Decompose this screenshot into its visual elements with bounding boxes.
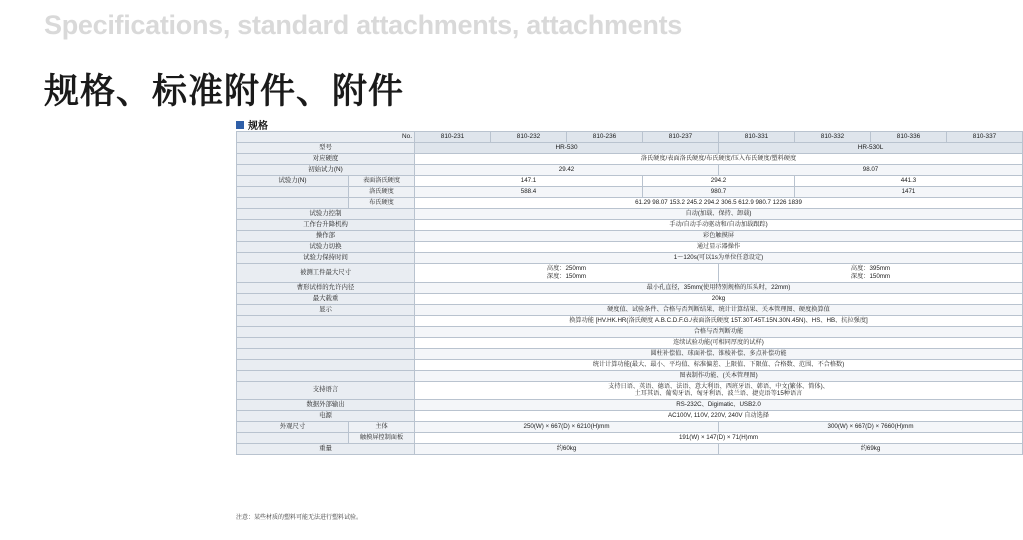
row-value: RS-232C、Digimatic、USB2.0 (415, 400, 1023, 411)
table-row (237, 282, 1023, 293)
row-label: 支持语言 (237, 381, 415, 400)
row-value: 洛氏硬度/表面洛氏硬度/布氏硬度/压入布氏硬度/塑料硬度 (415, 154, 1023, 165)
table-row (237, 154, 1023, 165)
model-name-cell: HR-530L (719, 143, 1023, 154)
column-header: 810-231 (415, 132, 491, 143)
row-value: 147.1 (415, 176, 643, 187)
row-label: 数据外部输出 (237, 400, 415, 411)
row-value: 硬度值、试验条件、合格与否判断结果、统计计算结果、关本管理图、硬度换算值 (415, 304, 1023, 315)
row-label (237, 359, 415, 370)
row-label: 外观尺寸 (237, 422, 349, 433)
column-header: 810-336 (871, 132, 947, 143)
row-value: 1～120s(可以1s为单位任意设定) (415, 253, 1023, 264)
row-sublabel: 洛氏硬度 (349, 187, 415, 198)
row-value: 高度：250mm 深度：150mm (415, 264, 719, 283)
row-value: 300(W) × 667(D) × 7660(H)mm (719, 422, 1023, 433)
table-row (237, 370, 1023, 381)
column-header: 810-337 (947, 132, 1023, 143)
table-row (237, 411, 1023, 422)
row-value: 441.3 (795, 176, 1023, 187)
page-title-chinese: 规格、标准附件、附件 (44, 72, 405, 111)
row-value: 圆柱补偿值、球面补偿、锥棱补偿、多点补偿功能 (415, 348, 1023, 359)
row-label (237, 337, 415, 348)
column-header: 810-236 (567, 132, 643, 143)
column-header: 810-232 (491, 132, 567, 143)
row-label: 显示 (237, 304, 415, 315)
column-no-label: No. (237, 132, 415, 143)
table-row (237, 304, 1023, 315)
row-label: 曹形试样的允许内径 (237, 282, 415, 293)
row-sublabel: 表面洛氏硬度 (349, 176, 415, 187)
row-value: 20kg (415, 293, 1023, 304)
row-value: 588.4 (415, 187, 643, 198)
table-row (237, 220, 1023, 231)
table-row (237, 209, 1023, 220)
row-label: 重量 (237, 444, 415, 455)
table-row (237, 231, 1023, 242)
bullet-square-icon (236, 121, 244, 129)
row-value: 294.2 (643, 176, 795, 187)
table-row (237, 400, 1023, 411)
row-label: 试验力保持时间 (237, 253, 415, 264)
row-sublabel: 布氏硬度 (349, 198, 415, 209)
row-value: 29.42 (415, 165, 719, 176)
row-label (237, 433, 349, 444)
row-value: 图表制作功能、(关本管理图) (415, 370, 1023, 381)
row-value: 支持日语、英语、德语、法语、意大利语、西班牙语、韩语、中文(繁体、简体)、 土耳其语、葡萄牙语、匈牙利语、波兰语、捷克语等15种语言 (415, 381, 1023, 400)
row-label (237, 370, 415, 381)
row-value: 通过显示器操作 (415, 242, 1023, 253)
table-header-row (237, 132, 1023, 143)
row-label: 被测工件最大尺寸 (237, 264, 415, 283)
table-row (237, 293, 1023, 304)
table-row (237, 315, 1023, 326)
row-value: 合格与否判断功能 (415, 326, 1023, 337)
table-row (237, 264, 1023, 283)
table-row (237, 253, 1023, 264)
row-value: 98.07 (719, 165, 1023, 176)
table-row (237, 348, 1023, 359)
section-heading (236, 117, 268, 132)
page-title-english: Specifications, standard attachments, attachments (44, 10, 682, 40)
row-value: 约69kg (719, 444, 1023, 455)
row-label (237, 348, 415, 359)
table-row (237, 381, 1023, 400)
table-row (237, 422, 1023, 433)
row-label (237, 326, 415, 337)
table-row (237, 242, 1023, 253)
table-row (237, 176, 1023, 187)
row-value: 250(W) × 667(D) × 6210(H)mm (415, 422, 719, 433)
row-value: 自动(加载、保持、卸载) (415, 209, 1023, 220)
row-label: 试验力控制 (237, 209, 415, 220)
row-sublabel: 触摸屏控制面板 (349, 433, 415, 444)
table-row (237, 433, 1023, 444)
row-value: 最小孔直径，35mm(使用特别规格的压头时，22mm) (415, 282, 1023, 293)
row-label: 试验力(N) (237, 176, 349, 187)
model-row-label: 型号 (237, 143, 415, 154)
column-header: 810-331 (719, 132, 795, 143)
row-label: 初始试力(N) (237, 165, 415, 176)
table-model-row (237, 143, 1023, 154)
row-label (237, 198, 349, 209)
row-label: 工作台升降机构 (237, 220, 415, 231)
row-value: 61.29 98.07 153.2 245.2 294.2 306.5 612.9 980.7 1226 1839 (415, 198, 1023, 209)
row-value: 彩色触摸屏 (415, 231, 1023, 242)
row-sublabel: 主体 (349, 422, 415, 433)
section-heading-label: 规格 (248, 121, 268, 132)
table-row (237, 326, 1023, 337)
model-name-cell: HR-530 (415, 143, 719, 154)
row-label (237, 187, 349, 198)
row-value: 980.7 (643, 187, 795, 198)
table-row (237, 198, 1023, 209)
row-value: 191(W) × 147(D) × 71(H)mm (415, 433, 1023, 444)
row-value: 换算功能 [HV.HK.HR(洛氏硬度 A.B.C.D.F.G./表面洛氏硬度 15T.30T.45T.15N.30N.45N)、HS、HB、抗拉强度] (415, 315, 1023, 326)
table-row (237, 165, 1023, 176)
table-row (237, 444, 1023, 455)
row-value: 连续试验功能(可相同厚度的试样) (415, 337, 1023, 348)
row-label: 最大载重 (237, 293, 415, 304)
row-label: 对应硬度 (237, 154, 415, 165)
specifications-table (236, 131, 1023, 455)
row-label: 试验力切换 (237, 242, 415, 253)
table-footnote: 注意：某些材质的塑料可能无法进行塑料试验。 (236, 515, 363, 521)
row-value: 统计计算功能(最大、最小、平均值、标准偏差、上限值、下限值、合格数、范围、不合格数) (415, 359, 1023, 370)
row-value: 约60kg (415, 444, 719, 455)
row-label (237, 315, 415, 326)
row-label: 操作部 (237, 231, 415, 242)
table-row (237, 359, 1023, 370)
table-row (237, 337, 1023, 348)
row-value: 高度：395mm 深度：150mm (719, 264, 1023, 283)
row-label: 电源 (237, 411, 415, 422)
row-value: AC100V, 110V, 220V, 240V 自动选择 (415, 411, 1023, 422)
row-value: 手动/自动手动驱动和/自动加载跟踪) (415, 220, 1023, 231)
row-value: 1471 (795, 187, 1023, 198)
column-header: 810-237 (643, 132, 719, 143)
table-row (237, 187, 1023, 198)
column-header: 810-332 (795, 132, 871, 143)
